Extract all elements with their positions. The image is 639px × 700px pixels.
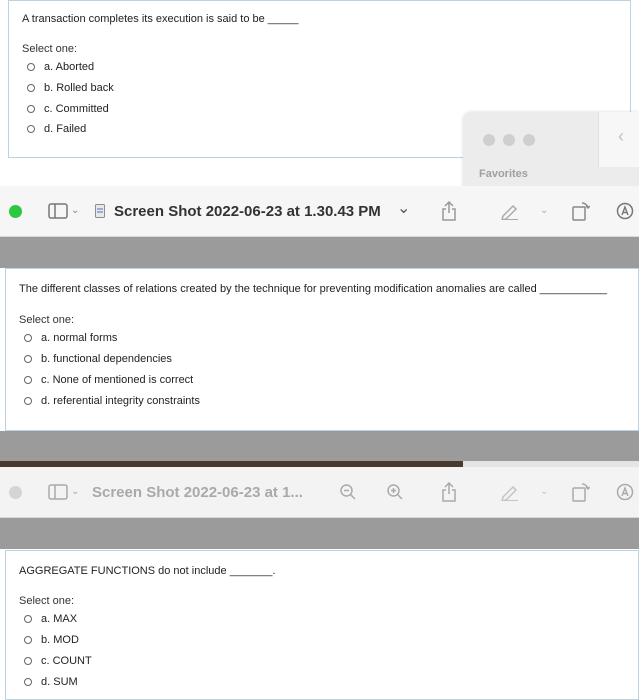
sidebar-icon[interactable] xyxy=(48,203,68,223)
option-d[interactable] xyxy=(24,395,200,407)
radio-button[interactable] xyxy=(24,397,32,405)
radio-button[interactable] xyxy=(24,678,32,686)
radio-button[interactable] xyxy=(24,615,32,623)
markup-pen-icon[interactable] xyxy=(500,202,520,224)
option-label: c. COUNT xyxy=(41,655,92,667)
option-a[interactable] xyxy=(27,61,94,73)
option-d[interactable] xyxy=(24,676,78,688)
chevron-down-icon[interactable]: ⌄ xyxy=(71,486,80,497)
select-one-label: Select one: xyxy=(19,595,75,607)
favorites-label: Favorites xyxy=(479,168,528,180)
radio-button[interactable] xyxy=(24,355,32,363)
document-title: Screen Shot 2022-06-23 at 1.30.43 PM xyxy=(114,203,381,220)
radio-button[interactable] xyxy=(24,636,32,644)
radio-button[interactable] xyxy=(27,125,35,133)
option-label: d. referential integrity constraints xyxy=(41,395,200,407)
question-text: AGGREGATE FUNCTIONS do not include _______. xyxy=(19,565,276,577)
gray-band-1 xyxy=(0,237,639,268)
share-icon[interactable] xyxy=(441,482,457,506)
option-label: b. Rolled back xyxy=(44,82,114,94)
document-title: Screen Shot 2022-06-23 at 1... xyxy=(92,484,303,501)
traffic-light-green[interactable] xyxy=(9,205,22,218)
option-label: a. normal forms xyxy=(41,332,118,344)
option-b[interactable] xyxy=(24,353,172,365)
option-a[interactable] xyxy=(24,613,77,625)
close-traffic-light[interactable] xyxy=(483,134,495,146)
minimize-traffic-light[interactable] xyxy=(503,134,515,146)
option-label: d. Failed xyxy=(44,123,87,135)
radio-button[interactable] xyxy=(27,84,35,92)
preview-toolbar-2 xyxy=(0,467,639,518)
annotate-icon[interactable] xyxy=(616,483,634,505)
chevron-down-icon[interactable]: ⌄ xyxy=(71,205,80,216)
gray-band-3 xyxy=(0,518,639,549)
preview-toolbar-1 xyxy=(0,186,639,237)
markup-chevron-down-icon[interactable]: ⌄ xyxy=(540,205,549,216)
option-b[interactable] xyxy=(24,634,79,646)
option-label: b. functional dependencies xyxy=(41,353,172,365)
radio-button[interactable] xyxy=(24,657,32,665)
option-label: c. None of mentioned is correct xyxy=(41,374,194,386)
markup-chevron-down-icon[interactable]: ⌄ xyxy=(540,486,549,497)
question-text: The different classes of relations created by the technique for preventing modification anomalies are called ___________ xyxy=(19,283,608,295)
zoom-out-icon[interactable] xyxy=(339,483,357,505)
option-label: a. Aborted xyxy=(44,61,95,73)
option-c[interactable] xyxy=(24,655,92,667)
finder-window xyxy=(463,112,639,188)
option-label: c. Committed xyxy=(44,103,109,115)
option-d[interactable] xyxy=(27,123,86,135)
option-label: d. SUM xyxy=(41,676,78,688)
quiz-question-2 xyxy=(5,268,639,431)
quiz-question-3 xyxy=(5,550,639,700)
option-a[interactable] xyxy=(24,332,117,344)
radio-button[interactable] xyxy=(27,63,35,71)
rotate-icon[interactable] xyxy=(572,482,590,506)
sidebar-icon[interactable] xyxy=(48,484,68,504)
traffic-light-inactive[interactable] xyxy=(9,486,22,499)
select-one-label: Select one: xyxy=(22,43,78,55)
title-chevron-down-icon[interactable]: ⌄ xyxy=(397,200,411,217)
share-icon[interactable] xyxy=(441,201,457,225)
gray-band-2 xyxy=(0,431,639,461)
question-text: A transaction completes its execution is said to be _____ xyxy=(22,13,299,25)
option-b[interactable] xyxy=(27,82,114,94)
zoom-in-icon[interactable] xyxy=(386,483,404,505)
option-c[interactable] xyxy=(24,374,193,386)
radio-button[interactable] xyxy=(27,105,35,113)
rotate-icon[interactable] xyxy=(572,201,590,225)
select-one-label: Select one: xyxy=(19,314,75,326)
markup-pen-icon[interactable] xyxy=(500,483,520,505)
option-c[interactable] xyxy=(27,103,109,115)
radio-button[interactable] xyxy=(24,334,32,342)
document-icon xyxy=(95,204,105,222)
back-chevron-icon[interactable]: ‹ xyxy=(618,126,624,146)
zoom-traffic-light[interactable] xyxy=(523,134,535,146)
option-label: b. MOD xyxy=(41,634,79,646)
radio-button[interactable] xyxy=(24,376,32,384)
option-label: a. MAX xyxy=(41,613,78,625)
annotate-icon[interactable] xyxy=(616,202,634,224)
